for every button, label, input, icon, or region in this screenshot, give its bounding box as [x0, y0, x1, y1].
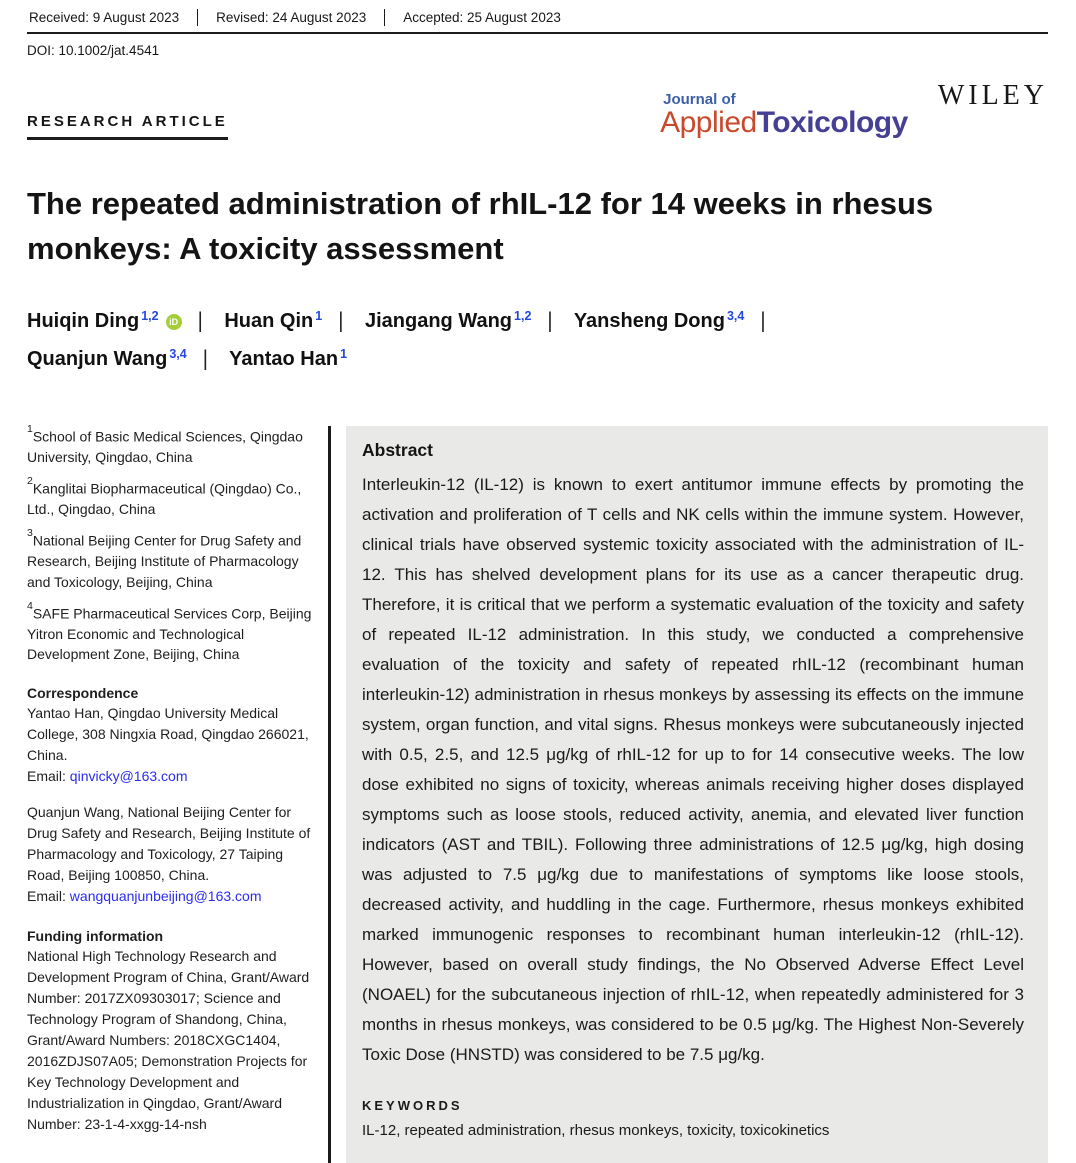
- email-label: Email:: [27, 768, 70, 785]
- email-link[interactable]: qinvicky@163.com: [69, 768, 188, 785]
- affiliation-text: SAFE Pharmaceutical Services Corp, Beijing Yitron Economic and Technological Development Zone, Beijing, China: [27, 605, 312, 663]
- affiliation: [27, 475, 315, 519]
- abstract-box: [346, 426, 1048, 1163]
- correspondence-entry: [27, 802, 315, 907]
- affiliation-text: Kanglitai Biopharmaceutical (Qingdao) Co., Ltd., Qingdao, China: [27, 480, 302, 518]
- author-affiliation-sup: 3,4: [169, 346, 187, 361]
- applied-text: Applied: [660, 106, 757, 139]
- author-name: Quanjun Wang: [27, 347, 168, 370]
- journal-of-text: Journal of: [663, 91, 736, 108]
- author-separator: |: [760, 308, 766, 333]
- keywords-heading: KEYWORDS: [362, 1097, 463, 1113]
- author: [229, 348, 347, 370]
- affiliation-text: National Beijing Center for Drug Safety and Research, Beijing Institute of Pharmacology and Toxicology, Beijing, China: [27, 533, 302, 590]
- author-affiliation-sup: 1,2: [141, 308, 159, 323]
- affiliation-number: 2: [27, 475, 33, 488]
- affiliation-number: 3: [27, 527, 33, 540]
- author-name: Huan Qin: [224, 309, 314, 332]
- affiliation: [27, 599, 315, 665]
- author-affiliation-sup: 1: [340, 346, 348, 361]
- column-divider: [328, 426, 331, 1163]
- author-separator: |: [338, 308, 344, 333]
- author-name: Jiangang Wang: [364, 309, 513, 332]
- funding-text: National High Technology Research and Development Program of China, Grant/Award Number: 2017ZX09303017; Science and Technology Program of Shandong, China, Grant/Award Numbers: 2018CXGC1404, 2016ZDJS07A05; Demonstration Projects for Key Technology Development and Industrialization in Qingdao, Grant/Award Number: 23-1-4-xxgg-14-nsh: [27, 948, 310, 1133]
- author-affiliation-sup: 3,4: [726, 308, 745, 323]
- keywords-text: IL-12, repeated administration, rhesus monkeys, toxicity, toxicokinetics: [362, 1121, 830, 1139]
- article-type-label: RESEARCH ARTICLE: [27, 113, 228, 140]
- correspondence-entry: [27, 703, 315, 787]
- doi: DOI: 10.1002/jat.4541: [27, 43, 160, 58]
- wiley-logo: WILEY: [937, 80, 1048, 111]
- author-affiliation-sup: 1: [315, 308, 323, 323]
- applied-toxicology-logo: [660, 92, 908, 138]
- funding-heading: Funding information: [27, 928, 164, 945]
- affiliations: [27, 422, 315, 665]
- affiliation-text: School of Basic Medical Sciences, Qingdao University, Qingdao, China: [27, 428, 303, 465]
- date-item: Revised: 24 August 2023: [198, 9, 385, 26]
- author-affiliation-sup: 1,2: [514, 308, 532, 323]
- correspondence-heading: Correspondence: [27, 685, 139, 702]
- authors-list: [27, 302, 967, 378]
- main-content: [27, 422, 1048, 1163]
- date-item: Received: 9 August 2023: [27, 9, 198, 26]
- orcid-icon[interactable]: iD: [166, 314, 182, 330]
- author: [27, 310, 219, 332]
- affiliation-number: 1: [27, 422, 33, 435]
- header-row: [27, 80, 1048, 140]
- correspondence-text: Quanjun Wang, National Beijing Center for Drug Safety and Research, Beijing Institute of Pharmacology and Toxicology, 27 Taiping Road, Beijing 100850, China.: [27, 804, 311, 884]
- correspondence-entries: [27, 703, 315, 907]
- received-revised-accepted-bar: [27, 9, 1048, 34]
- article-title: The repeated administration of rhIL-12 for 14 weeks in rhesus monkeys: A toxicity assessment: [27, 186, 934, 266]
- author-separator: |: [202, 346, 208, 371]
- author: [224, 310, 359, 332]
- email-label: Email:: [27, 888, 70, 905]
- abstract-heading: Abstract: [362, 439, 433, 460]
- affiliation: [27, 527, 315, 592]
- correspondence-text: Yantao Han, Qingdao University Medical College, 308 Ningxia Road, Qingdao 266021, China.: [27, 705, 309, 764]
- author-name: Yansheng Dong: [573, 309, 725, 332]
- abstract-text: Interleukin-12 (IL-12) is known to exert antitumor immune effects by promoting the activation and proliferation of T cells and NK cells within the immune system. However, clinical trials have observed systemic toxicity associated with the administration of IL-12. This has shelved development plans for its use as a cancer therapeutic drug. Therefore, it is critical that we perform a systematic evaluation of the toxicity and safety of repeated IL-12 administration. In this study, we conducted a comprehensive evaluation of the toxicity and safety of repeated rhIL-12 (recombinant human interleukin-12) administration in rhesus monkeys by assessing its effects on the immune system, organ function, and vital signs. Rhesus monkeys were subcutaneously injected with 0.5, 2.5, and 12.5 μg/kg of rhIL-12 for up to for 14 consecutive weeks. The low dose exhibited no signs of toxicity, whereas animals receiving higher doses displayed symptoms such as loose stools, reduced activity, anemia, and elevated liver function indicators (AST and TBIL). Following three administrations of 12.5 μg/kg, high dosing was adjusted to 7.5 μg/kg due to manifestations of symptoms like loose stools, decreased activity, and huddling in the cage. Furthermore, rhesus monkeys exhibited marked immunogenic responses to recombinant human interleukin-12 (rhIL-12). However, based on overall study findings, the No Observed Adverse Effect Level (NOAEL) for the subcutaneous injection of rhIL-12, when repeatedly administered for 3 months in rhesus monkeys, was considered to be 0.5 μg/kg. The Highest Non-Severely Toxic Dose (HNSTD) was considered to be 7.5 μg/kg.: [362, 474, 1024, 1064]
- email-link[interactable]: wangquanjunbeijing@163.com: [69, 888, 262, 905]
- author: [365, 310, 569, 332]
- author: [27, 348, 224, 370]
- author: [574, 310, 782, 332]
- left-column: [27, 422, 315, 1163]
- affiliation: [27, 422, 315, 467]
- author-separator: |: [197, 308, 203, 333]
- date-item: Accepted: 25 August 2023: [403, 10, 561, 25]
- author-separator: |: [547, 308, 553, 333]
- journal-logo: [660, 80, 1048, 140]
- author-name: Yantao Han: [229, 347, 339, 370]
- author-name: Huiqin Ding: [27, 309, 140, 332]
- affiliation-number: 4: [27, 599, 33, 612]
- toxicology-text: Toxicology: [756, 106, 908, 139]
